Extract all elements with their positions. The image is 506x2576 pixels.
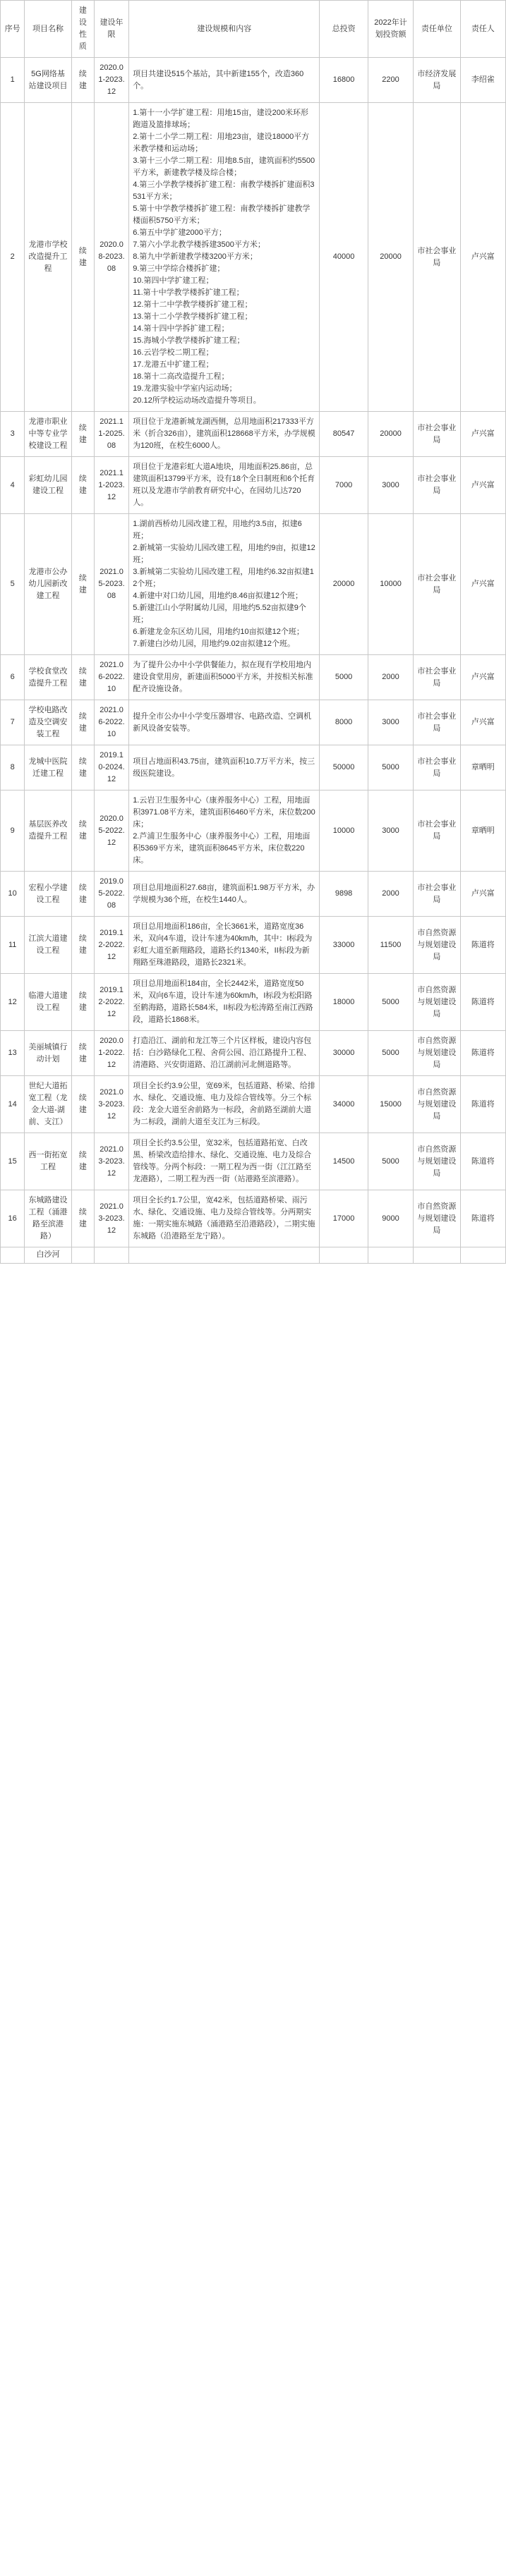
cell-invest: 18000	[320, 974, 368, 1031]
cell-unit: 市社会事业局	[414, 103, 460, 412]
cell-name: 美丽城镇行动计划	[25, 1031, 71, 1076]
cell-nature: 续建	[71, 917, 94, 974]
cell-nature: 续建	[71, 790, 94, 872]
cell-unit: 市自然资源与规划建设局	[414, 1133, 460, 1190]
cell-unit: 市社会事业局	[414, 745, 460, 790]
cell-period: 2020.01-2022.12	[94, 1031, 128, 1076]
cell-period: 2021.05-2023.08	[94, 514, 128, 655]
content-line: 项目位于龙港新城龙湖西侧，总用地面积217333平方米（折合326亩），建筑面积128668平方米，办学规模为120班，在校生6000人。	[133, 417, 315, 450]
table-header	[1, 1, 506, 58]
cell-no: 14	[1, 1076, 25, 1133]
cell-name: 江滨大道建设工程	[25, 917, 71, 974]
content-line: 2.新城第一实验幼儿园改建工程，用地约9亩，拟建12班；	[133, 544, 315, 564]
cell-person: 卢兴富	[460, 655, 505, 700]
cell-nature: 续建	[71, 872, 94, 917]
cell-no: 9	[1, 790, 25, 872]
header-person: 责任人	[460, 1, 505, 58]
cell-name: 西一街拓宽工程	[25, 1133, 71, 1190]
cell-invest: 40000	[320, 103, 368, 412]
cell-unit: 市经济发展局	[414, 58, 460, 103]
table-row	[1, 457, 506, 514]
table-row	[1, 412, 506, 457]
cell-plan: 2200	[368, 58, 413, 103]
content-line: 项目全长约3.5公里，宽32米，包括道路拓宽、白改黑、桥梁改造给排水、绿化、交通设施、电力及综合管线等。分两个标段：一期工程为西一街（江江路至龙港路），二期工程为西一街（站港路至滨港路）。	[133, 1139, 312, 1183]
cell-name: 东城路建设工程（涌港路至滨港路）	[25, 1190, 71, 1247]
content-line: 项目总用地面积186亩，全长3661米，道路宽度36米，双向4车道，设计车速为40km/h，其中：I标段为彩虹大道至新翔路段，道路长约1340米，II标段为新翔路至珠港路段，道路长2321米。	[133, 922, 313, 967]
content-line: 18.第十二高改造提升工程；	[133, 372, 229, 381]
cell-nature: 续建	[71, 974, 94, 1031]
content-line: 打造沿江、湖前和龙江等三个片区样板，建设内容包括：白沙路绿化工程、舍荷公园、沿江路提升工程、清港路、兴安街道路、沿江湖前河北侧道路等。	[133, 1037, 312, 1069]
cell-invest: 50000	[320, 745, 368, 790]
cell-plan: 3000	[368, 790, 413, 872]
cell-plan: 5000	[368, 745, 413, 790]
cell-person: 卢兴富	[460, 514, 505, 655]
cell-invest: 8000	[320, 700, 368, 745]
cell-period: 2020.08-2023.08	[94, 103, 128, 412]
cell-name: 白沙河	[25, 1247, 71, 1264]
content-line: 17.龙港五中扩建工程；	[133, 360, 214, 369]
cell-unit: 市自然资源与规划建设局	[414, 917, 460, 974]
cell-invest: 30000	[320, 1031, 368, 1076]
cell-plan: 5000	[368, 1133, 413, 1190]
cell-plan: 2000	[368, 655, 413, 700]
cell-period: 2019.05-2022.08	[94, 872, 128, 917]
content-line: 项目全长约3.9公里，宽69米，包括道路、桥梁、给排水、绿化、交通设施、电力及综合管线等。分三个标段：龙金大道至舍前路为一标段，舍前路至湖前大道为二标段，湖前大道至支江为三标段。	[133, 1082, 315, 1126]
cell-person: 卢兴富	[460, 412, 505, 457]
content-line: 14.第十四中学拆扩建工程；	[133, 324, 229, 333]
cell-name: 龙港市学校改造提升工程	[25, 103, 71, 412]
cell-invest: 14500	[320, 1133, 368, 1190]
cell-plan: 3000	[368, 457, 413, 514]
table-row	[1, 1133, 506, 1190]
cell-period: 2019.10-2024.12	[94, 745, 128, 790]
cell-period	[94, 1247, 128, 1264]
cell-no: 13	[1, 1031, 25, 1076]
content-line: 4.新建中对口幼儿园，用地约8.46亩拟建12个班；	[133, 592, 303, 600]
cell-plan: 15000	[368, 1076, 413, 1133]
content-line: 2.第十二小学二期工程：用地23亩，建设18000平方米教学楼和运动场；	[133, 133, 310, 153]
cell-person: 陈道将	[460, 974, 505, 1031]
cell-no: 11	[1, 917, 25, 974]
cell-plan: 20000	[368, 412, 413, 457]
cell-no: 15	[1, 1133, 25, 1190]
cell-invest: 33000	[320, 917, 368, 974]
cell-period: 2021.03-2023.12	[94, 1190, 128, 1247]
cell-no: 12	[1, 974, 25, 1031]
cell-nature: 续建	[71, 103, 94, 412]
table-row	[1, 917, 506, 974]
cell-person: 李绍雀	[460, 58, 505, 103]
cell-invest: 17000	[320, 1190, 368, 1247]
cell-nature: 续建	[71, 514, 94, 655]
cell-period: 2021.11-2023.12	[94, 457, 128, 514]
cell-name: 基层医养改造提升工程	[25, 790, 71, 872]
cell-name: 世纪大道拓宽工程（龙金大道-湖前、支江）	[25, 1076, 71, 1133]
table-row	[1, 58, 506, 103]
cell-content	[129, 412, 320, 457]
cell-nature: 续建	[71, 1031, 94, 1076]
cell-unit: 市社会事业局	[414, 514, 460, 655]
content-line: 5.新建江山小学附属幼儿园，用地约5.52亩拟建9个班；	[133, 604, 306, 624]
cell-invest: 16800	[320, 58, 368, 103]
content-line: 1.云岩卫生服务中心（康养服务中心）工程，用地面积3971.08平方米，建筑面积6460平方米，床位数200床；	[133, 796, 315, 829]
cell-name: 龙城中医院迁建工程	[25, 745, 71, 790]
cell-invest: 10000	[320, 790, 368, 872]
cell-no: 5	[1, 514, 25, 655]
cell-unit: 市社会事业局	[414, 412, 460, 457]
content-line: 项目全长约1.7公里，宽42米，包括道路桥梁、雨污水、绿化、交通设施、电力及综合管线等。分两期实施：一期实施东城路（涌港路至沿港路段），二期实施东城路（沿港路至龙宁路）。	[133, 1196, 315, 1240]
cell-name: 学校电路改造及空调安装工程	[25, 700, 71, 745]
table-row	[1, 655, 506, 700]
table-row	[1, 103, 506, 412]
cell-content	[129, 917, 320, 974]
cell-unit: 市社会事业局	[414, 700, 460, 745]
cell-invest: 9898	[320, 872, 368, 917]
cell-unit: 市自然资源与规划建设局	[414, 1190, 460, 1247]
cell-unit: 市社会事业局	[414, 655, 460, 700]
cell-plan: 20000	[368, 103, 413, 412]
cell-name: 临港大道建设工程	[25, 974, 71, 1031]
content-line: 1.第十一小学扩建工程：用地15亩，建设200米环形跑道及篮排球场；	[133, 109, 308, 129]
project-table-sheet	[0, 0, 506, 1264]
cell-unit: 市自然资源与规划建设局	[414, 1031, 460, 1076]
cell-content	[129, 1190, 320, 1247]
table-row	[1, 1076, 506, 1133]
cell-content	[129, 745, 320, 790]
content-line: 12.第十二中学教学楼拆扩建工程；	[133, 300, 253, 309]
cell-content	[129, 1076, 320, 1133]
cell-content	[129, 655, 320, 700]
cell-no: 2	[1, 103, 25, 412]
content-line: 项目占地面积43.75亩，建筑面积10.7万平方米，按三级医院建设。	[133, 757, 315, 778]
cell-no: 16	[1, 1190, 25, 1247]
cell-person: 陈道将	[460, 1076, 505, 1133]
cell-person: 卢兴富	[460, 872, 505, 917]
content-line: 4.第三小学教学楼拆扩建工程：南教学楼拆扩建面积3531平方米；	[133, 181, 315, 201]
cell-person: 陈道将	[460, 1133, 505, 1190]
cell-no: 3	[1, 412, 25, 457]
cell-person: 章晒明	[460, 745, 505, 790]
cell-no: 4	[1, 457, 25, 514]
content-line: 项目总用地面积27.68亩，建筑面积1.98万平方米，办学规模为36个班，在校生1440人。	[133, 883, 315, 904]
content-line: 项目共建设515个基站，其中新建155个，改造360个。	[133, 69, 304, 90]
cell-plan: 2000	[368, 872, 413, 917]
cell-nature: 续建	[71, 457, 94, 514]
cell-period: 2021.06-2022.10	[94, 655, 128, 700]
content-line: 项目位于龙港彩虹大道A地块，用地面积25.86亩，总建筑面积13799平方米，设有18个全日制班和6个托育班以及龙港市学前教育研究中心，在园幼儿达720人。	[133, 463, 315, 507]
header-period: 建设年限	[94, 1, 128, 58]
content-line: 为了提升公办中小学供餐能力，拟在现有学校用地内建设食堂用房，新建面积5000平方米，并按相关标准配齐设施设备。	[133, 661, 313, 693]
cell-unit: 市自然资源与规划建设局	[414, 1076, 460, 1133]
table-body	[1, 58, 506, 1264]
cell-invest: 34000	[320, 1076, 368, 1133]
cell-person: 陈道将	[460, 917, 505, 974]
header-row	[1, 1, 506, 58]
cell-unit: 市社会事业局	[414, 872, 460, 917]
cell-content	[129, 58, 320, 103]
content-line: 提升全市公办中小学变压器增容、电路改造、空调机新风设备安装等。	[133, 712, 312, 733]
cell-name: 5G网络基站建设项目	[25, 58, 71, 103]
cell-nature: 续建	[71, 58, 94, 103]
cell-person: 章晒明	[460, 790, 505, 872]
project-table	[0, 0, 506, 1264]
cell-person: 陈道将	[460, 1031, 505, 1076]
header-content: 建设规模和内容	[129, 1, 320, 58]
content-line: 5.第十中学教学楼拆扩建工程：南教学楼拆扩建教学楼面积5750平方米；	[133, 205, 311, 225]
header-no: 序号	[1, 1, 25, 58]
cell-plan: 5000	[368, 1031, 413, 1076]
content-line: 10.第四中学扩建工程；	[133, 276, 214, 285]
table-row	[1, 974, 506, 1031]
cell-invest: 7000	[320, 457, 368, 514]
cell-content	[129, 457, 320, 514]
content-line: 6.新建龙金东区幼儿园，用地约10亩拟建12个班；	[133, 628, 304, 636]
content-line: 8.第九中学新建教学楼3200平方米；	[133, 252, 258, 261]
content-line: 20.12所学校运动场改造提升等项目。	[133, 396, 261, 405]
cell-nature: 续建	[71, 1076, 94, 1133]
cell-content	[129, 514, 320, 655]
content-line: 15.海城小学教学楼拆扩建工程；	[133, 336, 245, 345]
content-line: 项目总用地面积184亩，全长2442米，道路宽度50米，双向6车道，设计车速为60km/h，I标段为松阳路至鹤海路，道路长584米，II标段为松涛路至南江西路段，道路长1868米。	[133, 979, 313, 1024]
table-row	[1, 745, 506, 790]
cell-plan: 5000	[368, 974, 413, 1031]
cell-content	[129, 700, 320, 745]
cell-person: 陈道将	[460, 1190, 505, 1247]
cell-person: 卢兴富	[460, 700, 505, 745]
content-line: 7.第六小学北教学楼拆建3500平方米；	[133, 240, 265, 249]
cell-unit: 市社会事业局	[414, 790, 460, 872]
cell-period: 2019.12-2022.12	[94, 917, 128, 974]
content-line: 3.新城第二实验幼儿园改建工程，用地约6.32亩拟建12个班；	[133, 568, 314, 588]
cell-period: 2021.03-2023.12	[94, 1133, 128, 1190]
content-line: 6.第五中学扩建2000平方；	[133, 228, 227, 237]
content-line: 19.龙港实验中学室内运动场；	[133, 384, 237, 393]
table-row	[1, 872, 506, 917]
header-invest: 总投资	[320, 1, 368, 58]
cell-name: 龙港市职业中等专业学校建设工程	[25, 412, 71, 457]
cell-plan: 9000	[368, 1190, 413, 1247]
cell-content	[129, 1247, 320, 1264]
cell-period: 2019.12-2022.12	[94, 974, 128, 1031]
table-row	[1, 790, 506, 872]
cell-name: 彩虹幼儿园建设工程	[25, 457, 71, 514]
content-line: 1.湖前西桥幼儿园改建工程，用地约3.5亩，拟建6班；	[133, 520, 302, 540]
cell-content	[129, 790, 320, 872]
cell-nature: 续建	[71, 655, 94, 700]
cell-person	[460, 1247, 505, 1264]
cell-content	[129, 1133, 320, 1190]
cell-content	[129, 1031, 320, 1076]
content-line: 13.第十二小学教学楼拆扩建工程；	[133, 312, 253, 321]
cell-nature	[71, 1247, 94, 1264]
content-line: 16.云岩学校二期工程；	[133, 348, 214, 357]
header-nature: 建设性质	[71, 1, 94, 58]
cell-no: 7	[1, 700, 25, 745]
content-line: 3.第十三小学二期工程：用地8.5亩，建筑面积约5500平方米，新建教学楼及综合楼；	[133, 157, 315, 177]
cell-nature: 续建	[71, 412, 94, 457]
cell-period: 2021.03-2023.12	[94, 1076, 128, 1133]
cell-plan	[368, 1247, 413, 1264]
cell-period: 2020.05-2022.12	[94, 790, 128, 872]
cell-name: 宏程小学建设工程	[25, 872, 71, 917]
cell-content	[129, 974, 320, 1031]
cell-no	[1, 1247, 25, 1264]
cell-plan: 10000	[368, 514, 413, 655]
cell-nature: 续建	[71, 1190, 94, 1247]
cell-unit: 市自然资源与规划建设局	[414, 974, 460, 1031]
cell-nature: 续建	[71, 700, 94, 745]
table-row-partial	[1, 1247, 506, 1264]
cell-period: 2020.01-2023.12	[94, 58, 128, 103]
cell-invest: 80547	[320, 412, 368, 457]
cell-invest: 20000	[320, 514, 368, 655]
content-line: 9.第三中学综合楼拆扩建；	[133, 264, 225, 273]
content-line: 11.第十中学教学楼拆扩建工程；	[133, 288, 244, 297]
cell-period: 2021.06-2022.10	[94, 700, 128, 745]
table-row	[1, 1190, 506, 1247]
cell-person: 卢兴富	[460, 103, 505, 412]
cell-unit	[414, 1247, 460, 1264]
cell-invest: 5000	[320, 655, 368, 700]
table-row	[1, 1031, 506, 1076]
cell-content	[129, 103, 320, 412]
cell-no: 10	[1, 872, 25, 917]
cell-plan: 3000	[368, 700, 413, 745]
cell-period: 2021.11-2025.08	[94, 412, 128, 457]
table-row	[1, 514, 506, 655]
cell-no: 8	[1, 745, 25, 790]
cell-nature: 续建	[71, 745, 94, 790]
cell-invest	[320, 1247, 368, 1264]
content-line: 2.芦浦卫生服务中心（康养服务中心）工程，用地面积5369平方米，建筑面积8645平方米，床位数220床。	[133, 832, 311, 865]
cell-no: 1	[1, 58, 25, 103]
cell-name: 学校食堂改造提升工程	[25, 655, 71, 700]
cell-nature: 续建	[71, 1133, 94, 1190]
cell-person: 卢兴富	[460, 457, 505, 514]
table-row	[1, 700, 506, 745]
cell-plan: 11500	[368, 917, 413, 974]
content-line: 7.新建白沙幼儿园，用地约9.02亩拟建12个班。	[133, 640, 296, 648]
header-plan: 2022年计划投资额	[368, 1, 413, 58]
header-name: 项目名称	[25, 1, 71, 58]
cell-unit: 市社会事业局	[414, 457, 460, 514]
cell-content	[129, 872, 320, 917]
cell-no: 6	[1, 655, 25, 700]
cell-name: 龙港市公办幼儿园新改建工程	[25, 514, 71, 655]
header-unit: 责任单位	[414, 1, 460, 58]
